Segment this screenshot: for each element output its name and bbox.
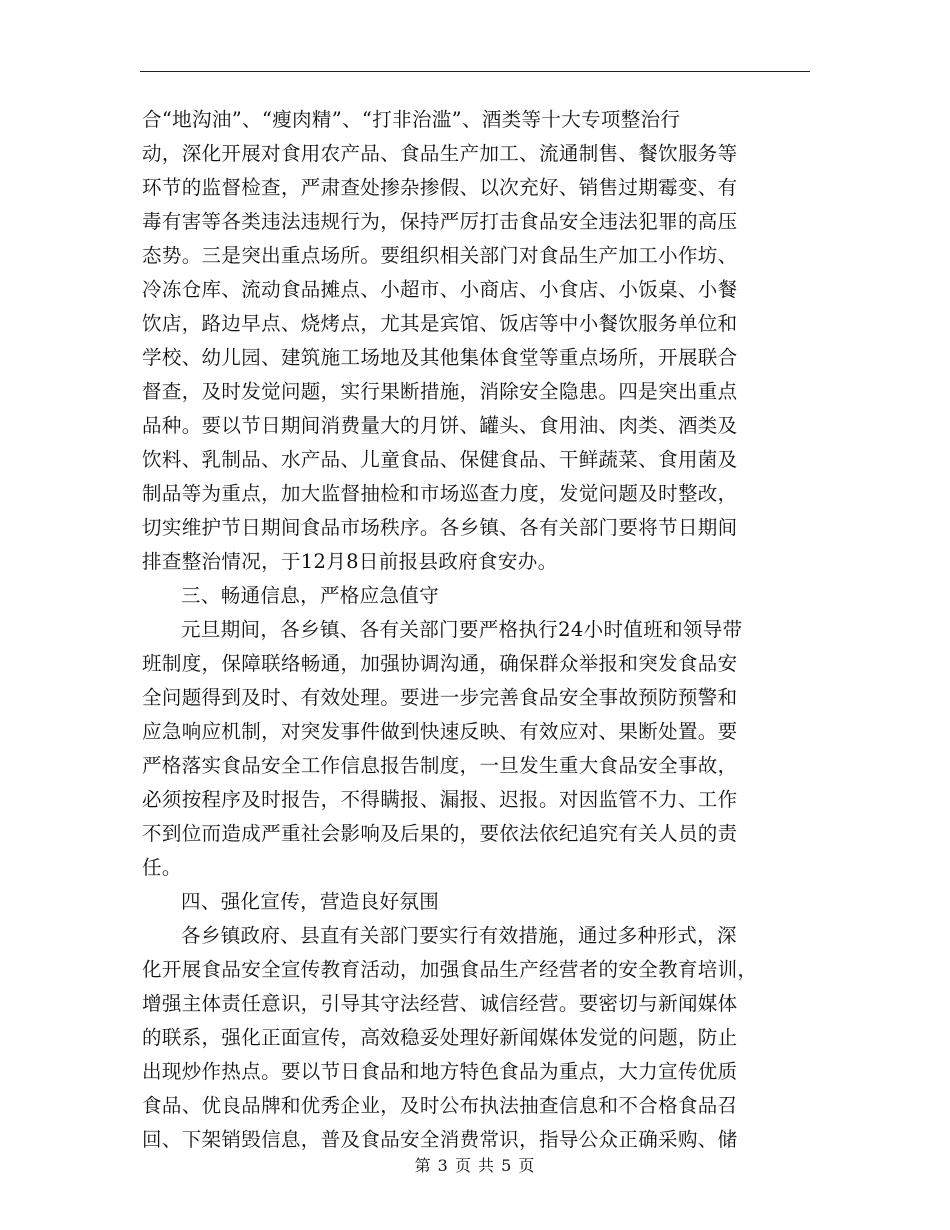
section-heading: 三、畅通信息，严格应急值守 bbox=[181, 584, 440, 607]
body-line: 毒有害等各类违法违规行为，保持严厉打击食品安全违法犯罪的高压 bbox=[142, 210, 738, 233]
body-line: 严格落实食品安全工作信息报告制度，一旦发生重大食品安全事故， bbox=[142, 754, 738, 777]
body-line: 食品、优良品牌和优秀企业，及时公布执法抽查信息和不合格食品召 bbox=[142, 1094, 738, 1117]
body-line: 环节的监督检查，严肃查处掺杂掺假、以次充好、销售过期霉变、有 bbox=[142, 176, 738, 199]
body-line: 督查，及时发觉问题，实行果断措施，消除安全隐患。四是突出重点 bbox=[142, 380, 738, 403]
body-line: 排查整治情况，于12月8日前报县政府食安办。 bbox=[142, 550, 558, 573]
page-number: 第 3 页 共 5 页 bbox=[414, 1156, 536, 1175]
body-line: 学校、幼儿园、建筑施工场地及其他集体食堂等重点场所，开展联合 bbox=[142, 346, 738, 369]
body-line: 应急响应机制，对突发事件做到快速反映、有效应对、果断处置。要 bbox=[142, 720, 738, 743]
body-line: 制品等为重点，加大监督抽检和市场巡查力度，发觉问题及时整改， bbox=[142, 482, 738, 505]
body-line: 班制度，保障联络畅通，加强协调沟通，确保群众举报和突发食品安 bbox=[142, 652, 738, 675]
body-line: 化开展食品安全宣传教育活动，加强食品生产经营者的安全教育培训， bbox=[142, 958, 758, 981]
body-line: 饮店，路边早点、烧烤点，尤其是宾馆、饭店等中小餐饮服务单位和 bbox=[142, 312, 738, 335]
body-line: 饮料、乳制品、水产品、儿童食品、保健食品、干鲜蔬菜、食用菌及 bbox=[142, 448, 738, 471]
body-line: 态势。三是突出重点场所。要组织相关部门对食品生产加工小作坊、 bbox=[142, 244, 738, 267]
body-line: 动，深化开展对食用农产品、食品生产加工、流通制售、餐饮服务等 bbox=[142, 142, 738, 165]
body-line: 合“地沟油”、“瘦肉精”、“打非治滥”、酒类等十大专项整治行 bbox=[142, 108, 681, 131]
paragraph-first-line: 各乡镇政府、县直有关部门要实行有效措施，通过多种形式，深 bbox=[181, 924, 737, 947]
body-line: 品种。要以节日期间消费量大的月饼、罐头、食用油、肉类、酒类及 bbox=[142, 414, 738, 437]
section-heading: 四、强化宣传，营造良好氛围 bbox=[181, 890, 440, 913]
body-line: 任。 bbox=[142, 856, 182, 879]
body-line: 不到位而造成严重社会影响及后果的，要依法依纪追究有关人员的责 bbox=[142, 822, 738, 845]
page-footer bbox=[0, 1153, 950, 1176]
body-line: 出现炒作热点。要以节日食品和地方特色食品为重点，大力宣传优质 bbox=[142, 1060, 738, 1083]
body-line: 回、下架销毁信息，普及食品安全消费常识，指导公众正确采购、储 bbox=[142, 1128, 738, 1151]
body-line: 必须按程序及时报告，不得瞒报、漏报、迟报。对因监管不力、工作 bbox=[142, 788, 738, 811]
paragraph-first-line: 元旦期间，各乡镇、各有关部门要严格执行24小时值班和领导带 bbox=[181, 618, 743, 641]
body-line: 全问题得到及时、有效处理。要进一步完善食品安全事故预防预警和 bbox=[142, 686, 738, 709]
body-line: 的联系，强化正面宣传，高效稳妥处理好新闻媒体发觉的问题，防止 bbox=[142, 1026, 738, 1049]
body-line: 冷冻仓库、流动食品摊点、小超市、小商店、小食店、小饭桌、小餐 bbox=[142, 278, 738, 301]
document-body bbox=[142, 103, 812, 1157]
body-line: 切实维护节日期间食品市场秩序。各乡镇、各有关部门要将节日期间 bbox=[142, 516, 738, 539]
header-rule bbox=[140, 71, 810, 72]
body-line: 增强主体责任意识，引导其守法经营、诚信经营。要密切与新闻媒体 bbox=[142, 992, 738, 1015]
